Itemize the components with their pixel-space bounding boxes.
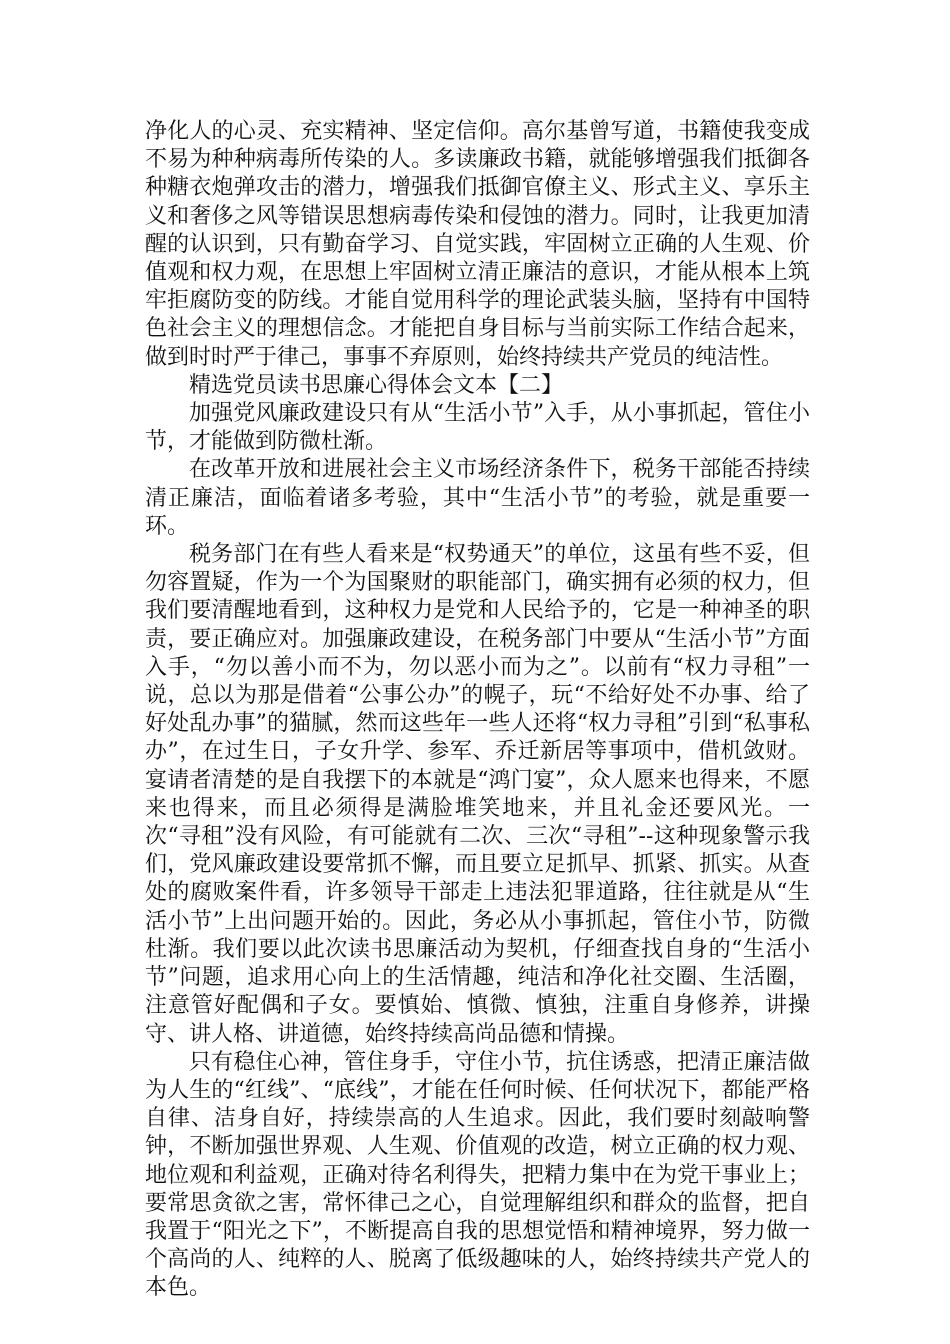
paragraph: 税务部门在有些人看来是“权势通天”的单位，这虽有些不妥，但勿容置疑，作为一个为国聚财的职能部门，确实拥有必须的权力，但我们要清醒地看到，这种权力是党和人民给予的，它是一种神圣的职责，要正确应对。加强廉政建设，在税务部门中要从“生活小节”方面入手，“勿以善小而不为，勿以恶小而为之”。以前有“权力寻租”一说，总以为那是借着“公事公办”的幌子，玩“不给好处不办事、给了好处乱办事”的猫腻，然而这些年一些人还将“权力寻租”引到“私事私办”，在过生日，子女升学、参军、乔迁新居等事项中，借机敛财。宴请者清楚的是自我摆下的本就是“鸿门宴”，众人愿来也得来，不愿来也得来，而且必须得是满脸堆笑地来，并且礼金还要风光。一次“寻租”没有风险，有可能就有二次、三次“寻租”--这种现象警示我们，党风廉政建设要常抓不懈，而且要立足抓早、抓紧、抓实。从查处的腐败案件看，许多领导干部走上违法犯罪道路，往往就是从“生活小节”上出问题开始的。因此，务必从小事抓起，管住小节，防微杜渐。我们要以此次读书思廉活动为契机，仔细查找自身的“生活小节”问题，追求用心向上的生活情趣，纯洁和净化社交圈、生活圈，注意管好配偶和子女。要慎始、慎微、慎独，注重自身修养，讲操守、讲人格、讲道德，始终持续高尚品德和情操。 — [145, 542, 810, 1047]
document-body — [145, 118, 810, 1303]
paragraph: 加强党风廉政建设只有从“生活小节”入手，从小事抓起，管住小节，才能做到防微杜渐。 — [145, 401, 810, 455]
paragraph-continuation: 净化人的心灵、充实精神、坚定信仰。高尔基曾写道，书籍使我变成不易为种种病毒所传染的人。多读廉政书籍，就能够增强我们抵御各种糖衣炮弹攻击的潜力，增强我们抵御官僚主义、形式主义、享乐主义和奢侈之风等错误思想病毒传染和侵蚀的潜力。同时，让我更加清醒的认识到，只有勤奋学习、自觉实践，牢固树立正确的人生观、价值观和权力观，在思想上牢固树立清正廉洁的意识，才能从根本上筑牢拒腐防变的防线。才能自觉用科学的理论武装头脑，坚持有中国特色社会主义的理想信念。才能把自身目标与当前实际工作结合起来，做到时时严于律己，事事不弃原则，始终持续共产党员的纯洁性。 — [145, 119, 810, 370]
paragraph: 只有稳住心神，管住身手，守住小节，抗住诱惑，把清正廉洁做为人生的“红线”、“底线”，才能在任何时候、任何状况下，都能严格自律、洁身自好，持续崇高的人生追求。因此，我们要时刻敲响警钟，不断加强世界观、人生观、价值观的改造，树立正确的权力观、地位观和利益观，正确对待名利得失，把精力集中在为党干事业上；要常思贪欲之害，常怀律己之心，自觉理解组织和群众的监督，把自我置于“阳光之下”，不断提高自我的思想觉悟和精神境界，努力做一个高尚的人、纯粹的人、脱离了低级趣味的人，始终持续共产党人的本色。 — [145, 1049, 810, 1301]
paragraph: 在改革开放和进展社会主义市场经济条件下，税务干部能否持续清正廉洁，面临着诸多考验，其中“生活小节”的考验，就是重要一环。 — [145, 457, 810, 539]
section-heading: 精选党员读书思廉心得体会文本【二】 — [189, 372, 564, 398]
